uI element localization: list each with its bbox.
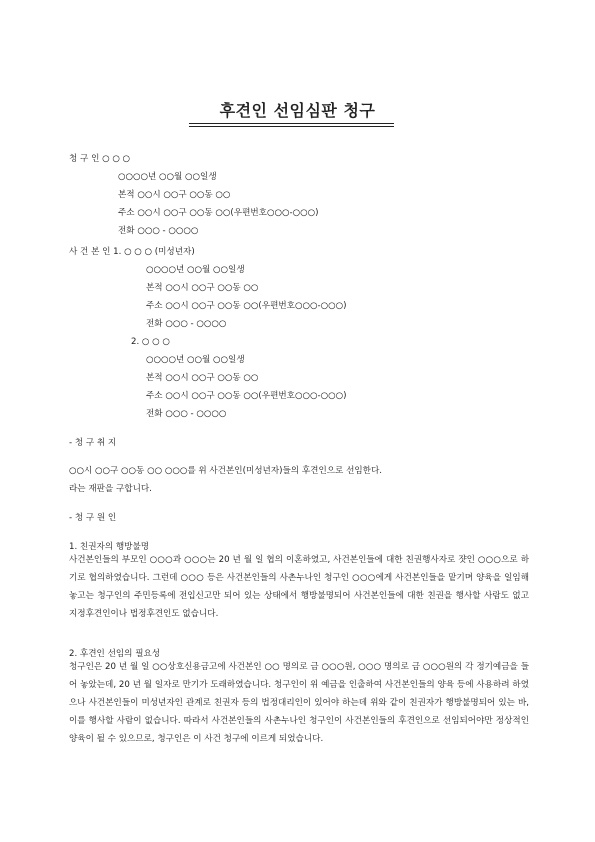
purpose-heading: - 청 구 취 지 [69,438,117,448]
section-1-body: 사건본인들의 부모인 ○○○과 ○○○는 20 년 월 일 협의 이혼하였고, 사건본인들에 대한 친권행사자로 쟛인 ○○○으로 하기로 협의하였습니다. 그런데 ○○○ 등은 사건본인들의 사촌누나인 청구인 ○○○에게 사건본인들을 맡기며 양육을 일임해 놓고는 청구인의 주민등록에 전입신고만 되어 있는 상태에서 행방불명되어 사건본인들에 대한 친권을 행사할 사람도 없고 지정후견인이나 법정후견인도 없습니다. [69,555,529,619]
petitioner-domicile: 본적 ○○시 ○○구 ○○동 ○○ [118,190,231,200]
person-1-address: 주소 ○○시 ○○구 ○○동 ○○(우편번호○○○-○○○) [146,301,347,311]
person-2-birth: ○○○○년 ○○월 ○○일생 [146,355,245,365]
purpose-line-2: 라는 재판을 구합니다. [69,484,152,494]
title-underline [189,123,394,124]
person-1-birth: ○○○○년 ○○월 ○○일생 [146,265,245,275]
section-2-body: 청구인은 20 년 월 일 ○○상호신용금고에 사건본인 ○○ 명의로 금 ○○○원, ○○○ 명의로 금 ○○○원의 각 정기예금을 들어 놓았는데, 20 년 월 일자로 만기가 도래하였습니다. 청구인이 위 예금을 인출하여 사건본인들의 양육 등에 사용하려 하였으나 사건본인들이 미성년자인 관계로 친권자 등의 법정대리인이 있어야 하는데 위와 같이 친권자가 행방불명되어 있는 바, 이를 행사할 사람이 없습니다. 따라서 사건본인들의 사촌누나인 청구인이 사건본인들의 후견인으로 선임되어야만 정상적인 양육이 될 수 있으므로, 청구인은 이 사건 청구에 이르게 되었습니다. [69,662,529,744]
purpose-line-1: ○○시 ○○구 ○○동 ○○ ○○○를 위 사건본인(미성년자)들의 후견인으로 선임한다. [69,466,383,476]
petitioner-birth: ○○○○년 ○○월 ○○일생 [118,172,217,182]
title-underline-second [189,126,394,127]
petitioner-name: 청 구 인 ○ ○ ○ [69,154,131,164]
person-1-name: 사 건 본 인 1. ○ ○ ○ (미성년자) [69,247,195,257]
person-2-address: 주소 ○○시 ○○구 ○○동 ○○(우편번호○○○-○○○) [146,391,347,401]
person-2-name: 2. ○ ○ ○ [131,337,170,347]
person-2-phone: 전화 ○○○ - ○○○○ [146,409,227,419]
petitioner-address: 주소 ○○시 ○○구 ○○동 ○○(우편번호○○○-○○○) [118,208,319,218]
person-1-phone: 전화 ○○○ - ○○○○ [146,319,227,329]
person-1-domicile: 본적 ○○시 ○○구 ○○동 ○○ [146,283,259,293]
petitioner-phone: 전화 ○○○ - ○○○○ [118,226,199,236]
cause-heading: - 청 구 원 인 [69,513,117,523]
section-2-heading: 2. 후견인 선임의 필요성 [69,649,161,659]
document-title: 후견인 선임심판 청구 [219,101,376,120]
section-1-heading: 1. 친권자의 행방불명 [69,542,150,552]
person-2-domicile: 본적 ○○시 ○○구 ○○동 ○○ [146,373,259,383]
